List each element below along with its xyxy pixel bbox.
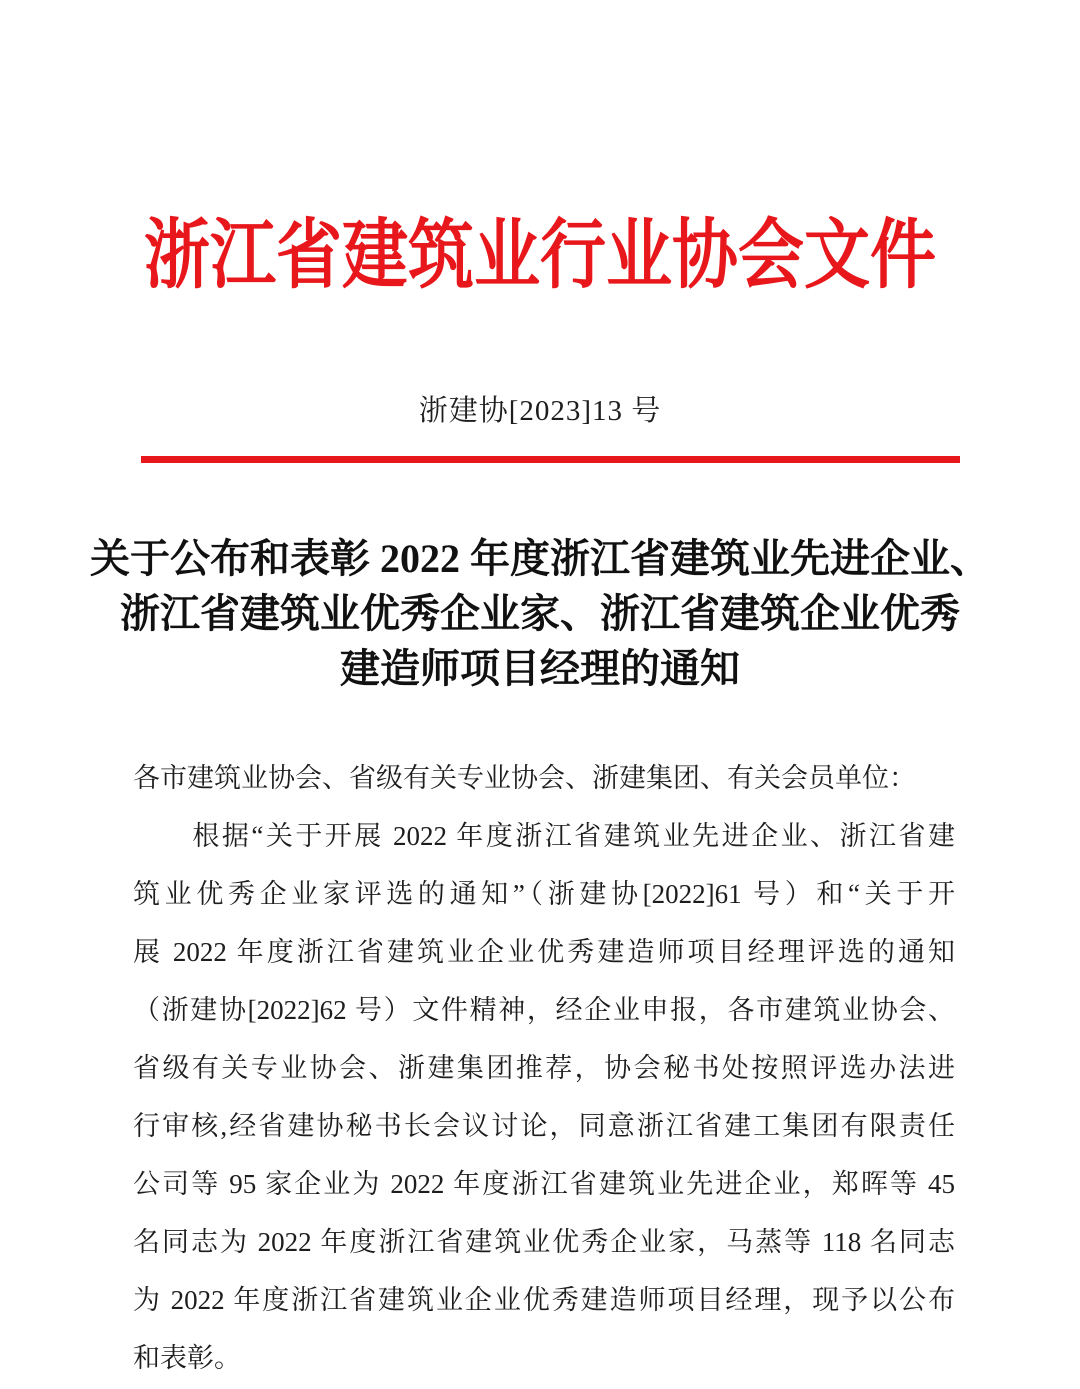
body-text-line: 和表彰。	[133, 1343, 241, 1373]
body-text-line: （浙建协[2022]62 号）文件精神，经企业申报，各市建筑业协会、	[133, 995, 955, 1025]
document-title	[0, 531, 1080, 696]
body-text-line: 行审核,经省建协秘书长会议讨论，同意浙江省建工集团有限责任	[133, 1111, 955, 1141]
document-title-line: 建造师项目经理的通知	[340, 646, 740, 691]
body-text-line: 公司等 95 家企业为 2022 年度浙江省建筑业先进企业，郑晖等 45	[133, 1169, 955, 1199]
document-body	[133, 749, 955, 1387]
body-text-line: 根据“关于开展 2022 年度浙江省建筑业先进企业、浙江省建	[192, 821, 955, 851]
document-title-line: 浙江省建筑业优秀企业家、浙江省建筑企业优秀	[120, 591, 960, 636]
doc-number: 浙建协[2023]13 号	[418, 395, 662, 427]
body-text-line: 名同志为 2022 年度浙江省建筑业优秀企业家，马蒸等 118 名同志	[133, 1227, 955, 1257]
body-text-line: 展 2022 年度浙江省建筑业企业优秀建造师项目经理评选的通知	[133, 937, 955, 967]
body-text-line: 省级有关专业协会、浙建集团推荐，协会秘书处按照评选办法进	[133, 1053, 955, 1083]
body-text-line: 为 2022 年度浙江省建筑业企业优秀建造师项目经理，现予以公布	[133, 1285, 955, 1315]
org-title-text: 浙江省建筑业行业协会文件	[144, 214, 936, 299]
body-text-line: 筑业优秀企业家评选的通知”（浙建协[2022]61 号）和“关于开	[133, 879, 955, 909]
org-title	[0, 214, 1080, 299]
red-divider-line	[141, 456, 960, 463]
body-salutation: 各市建筑业协会、省级有关专业协会、浙建集团、有关会员单位：	[133, 763, 916, 793]
document-title-line: 关于公布和表彰 2022 年度浙江省建筑业先进企业、	[90, 536, 990, 581]
